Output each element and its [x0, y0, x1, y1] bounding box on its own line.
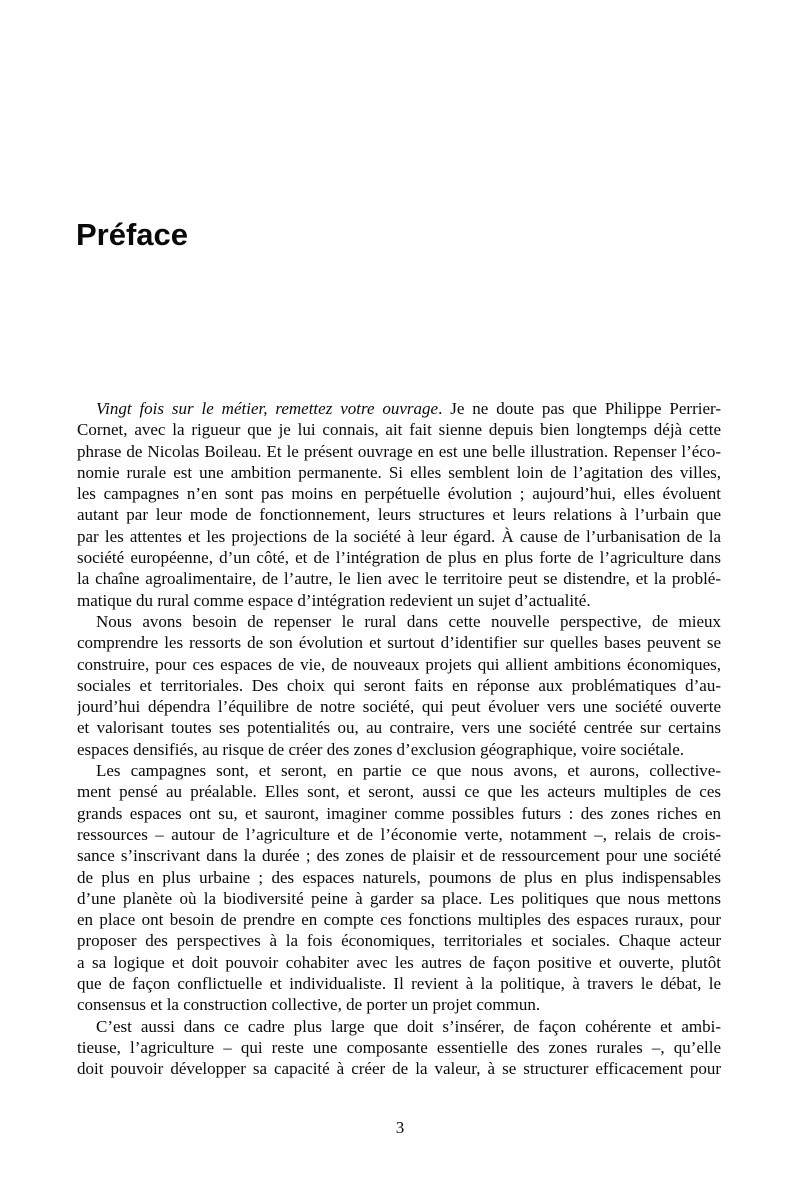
text-line [77, 909, 721, 930]
text-segment: de plus en plus urbaine ; des espaces naturels, poumons de plus en plus indispensables [77, 867, 721, 887]
text-segment: matique du rural comme espace d’intégration redevient un sujet d’actualité. [77, 590, 591, 610]
text-line [77, 760, 721, 781]
text-segment: les campagnes n’en sont pas moins en perpétuelle évolution ; aujourd’hui, elles évoluent [77, 484, 721, 504]
text-line [77, 462, 721, 483]
text-line [77, 590, 721, 611]
text-segment: d’une planète où la biodiversité peine à garder sa place. Les politiques que nous mettons [77, 888, 721, 908]
text-segment: . Je ne doute pas que Philippe Perrier- [438, 399, 721, 418]
text-line [77, 952, 721, 973]
text-segment: comprendre les ressorts de son évolution et surtout d’identifier sur quelles bases peuvent se [77, 633, 721, 653]
text-line [77, 824, 721, 845]
text-segment: construire, pour ces espaces de vie, de nouveaux projets qui allient ambitions économiques, [77, 654, 721, 674]
text-segment: Cornet, avec la rigueur que je lui connais, ait fait sienne depuis bien longtemps déjà cette [77, 420, 721, 440]
text-line [77, 888, 721, 909]
text-segment: doit pouvoir développer sa capacité à créer de la valeur, à se structurer efficacement pour [77, 1059, 721, 1079]
text-line [77, 803, 721, 824]
text-line [77, 739, 721, 760]
text-segment: phrase de Nicolas Boileau. Et le présent ouvrage en est une belle illustration. Repenser l’éco- [77, 441, 721, 461]
text-line [77, 568, 721, 589]
text-line [77, 483, 721, 504]
text-line [77, 994, 721, 1015]
text-line [77, 1016, 721, 1037]
text-line [77, 930, 721, 951]
text-segment: société européenne, d’un côté, et de l’intégration de plus en plus forte de l’agriculture dans [77, 548, 721, 568]
text-segment: par les attentes et les projections de la société à leur égard. À cause de l’urbanisation de la [77, 526, 721, 546]
text-segment: que de façon conflictuelle et individualiste. Il revient à la politique, à travers le débat, le [77, 974, 721, 994]
text-line [77, 547, 721, 568]
text-line [77, 441, 721, 462]
text-segment: tieuse, l’agriculture – qui reste une composante essentielle des zones rurales –, qu’elle [77, 1037, 721, 1057]
text-segment: nomie rurale est une ambition permanente. Si elles semblent loin de l’agitation des villes, [77, 462, 721, 482]
text-line [77, 654, 721, 675]
text-line [77, 398, 721, 419]
text-segment: ment pensé au préalable. Elles sont, et seront, aussi ce que les acteurs multiples de ces [77, 782, 721, 802]
text-line [77, 867, 721, 888]
text-segment: et valorisant toutes ses potentialités ou, au contraire, vers une société centrée sur certains [77, 718, 721, 738]
text-segment: autant par leur mode de fonctionnement, leurs structures et leurs relations à l’urbain que [77, 505, 721, 525]
text-line [77, 717, 721, 738]
text-segment: sociales et territoriales. Des choix qui seront faits en réponse aux problématiques d’au- [77, 675, 721, 695]
text-line [77, 675, 721, 696]
text-line [77, 526, 721, 547]
text-segment: jourd’hui dépendra l’équilibre de notre société, qui peut évoluer vers une société ouverte [77, 697, 721, 717]
text-line [77, 781, 721, 802]
text-line [77, 611, 721, 632]
text-segment: ressources – autour de l’agriculture et de l’économie verte, notamment –, relais de crois- [77, 824, 721, 844]
text-segment: espaces densifiés, au risque de créer des zones d’exclusion géographique, voire sociétale. [77, 739, 685, 759]
text-segment: grands espaces ont su, et sauront, imaginer comme possibles futurs : des zones riches en [77, 803, 721, 823]
text-segment: sance s’inscrivant dans la durée ; des zones de plaisir et de ressourcement pour une société [77, 846, 721, 866]
text-segment: Les campagnes sont, et seront, en partie ce que nous avons, et aurons, collective- [96, 761, 721, 781]
page-title: Préface [76, 217, 189, 252]
text-segment: en place ont besoin de prendre en compte ces fonctions multiples des espaces ruraux, pour [77, 910, 721, 930]
text-line [77, 845, 721, 866]
text-line [77, 504, 721, 525]
text-segment: consensus et la construction collective, de porter un projet commun. [77, 995, 541, 1015]
text-segment: proposer des perspectives à la fois économiques, territoriales et sociales. Chaque acteur [77, 931, 721, 951]
italic-text-segment: Vingt fois sur le métier, remettez votre ouvrage [96, 399, 439, 418]
page-number: 3 [395, 1118, 405, 1137]
body-text [77, 398, 721, 1080]
text-line [77, 696, 721, 717]
text-line [77, 973, 721, 994]
text-segment: Nous avons besoin de repenser le rural dans cette nouvelle perspective, de mieux [96, 611, 721, 631]
text-line [77, 1037, 721, 1058]
text-segment: la chaîne agroalimentaire, de l’autre, le lien avec le territoire peut se distendre, et la problé- [77, 569, 721, 589]
text-segment: a sa logique et doit pouvoir cohabiter avec les autres de façon positive et ouverte, plutôt [77, 952, 721, 972]
text-line [77, 1058, 721, 1079]
text-segment: C’est aussi dans ce cadre plus large que doit s’insérer, de façon cohérente et ambi- [96, 1016, 721, 1036]
text-line [77, 419, 721, 440]
text-line [77, 632, 721, 653]
